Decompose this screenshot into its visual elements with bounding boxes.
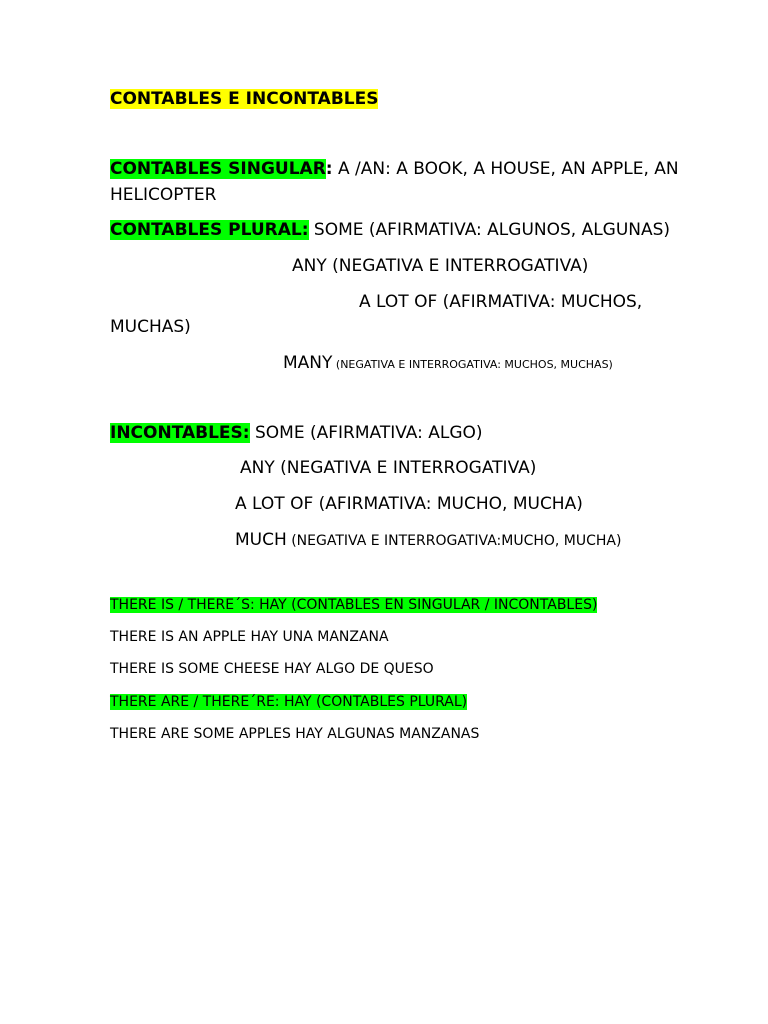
there-are-heading: THERE ARE / THERE´RE: HAY (CONTABLES PLURAL) bbox=[110, 694, 468, 710]
incontables-much: MUCH (NEGATIVA E INTERROGATIVA:MUCHO, MUCHA) bbox=[235, 530, 622, 550]
contables-singular-line: CONTABLES SINGULAR: A /AN: A BOOK, A HOUSE, AN APPLE, AN bbox=[110, 159, 679, 179]
incontables-label: INCONTABLES: bbox=[110, 423, 250, 443]
there-is-heading: THERE IS / THERE´S: HAY (CONTABLES EN SINGULAR / INCONTABLES) bbox=[110, 597, 598, 613]
incontables-any: ANY (NEGATIVA E INTERROGATIVA) bbox=[240, 458, 537, 478]
example-line: THERE IS SOME CHEESE HAY ALGO DE QUESO bbox=[110, 661, 434, 677]
contables-plural-many: MANY (NEGATIVA E INTERROGATIVA: MUCHOS, MUCHAS) bbox=[283, 353, 613, 373]
incontables-alot: A LOT OF (AFIRMATIVA: MUCHO, MUCHA) bbox=[235, 494, 583, 514]
page-title: CONTABLES E INCONTABLES bbox=[110, 89, 379, 109]
contables-singular-label: CONTABLES SINGULAR bbox=[110, 159, 326, 179]
contables-singular-line-2: HELICOPTER bbox=[110, 185, 217, 205]
contables-plural-line: CONTABLES PLURAL: SOME (AFIRMATIVA: ALGUNOS, ALGUNAS) bbox=[110, 220, 671, 240]
example-line: THERE ARE SOME APPLES HAY ALGUNAS MANZANAS bbox=[110, 726, 480, 742]
contables-singular-text: A /AN: A BOOK, A HOUSE, AN APPLE, AN bbox=[332, 159, 679, 179]
example-line: THERE IS AN APPLE HAY UNA MANZANA bbox=[110, 629, 389, 645]
contables-plural-label: CONTABLES PLURAL: bbox=[110, 220, 309, 240]
incontables-line: INCONTABLES: SOME (AFIRMATIVA: ALGO) bbox=[110, 423, 483, 443]
contables-plural-alot: A LOT OF (AFIRMATIVA: MUCHOS, bbox=[359, 292, 643, 312]
contables-plural-alot-2: MUCHAS) bbox=[110, 317, 191, 337]
contables-plural-any: ANY (NEGATIVA E INTERROGATIVA) bbox=[292, 256, 589, 276]
